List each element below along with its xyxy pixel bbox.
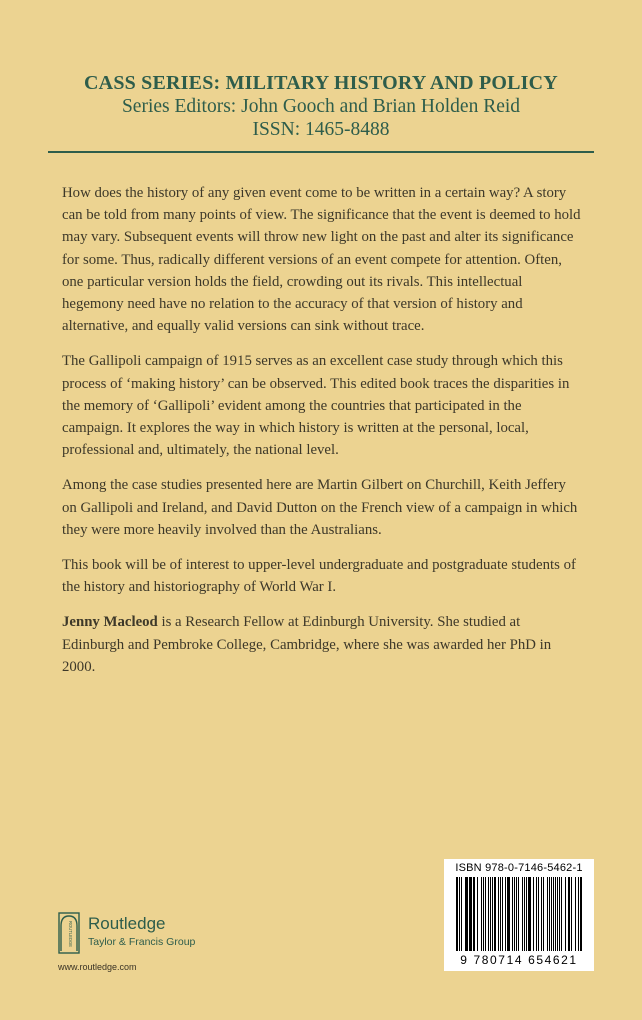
publisher-group: Taylor & Francis Group (88, 936, 196, 948)
series-header (0, 72, 642, 141)
barcode-bar (561, 877, 562, 951)
barcode-bar (575, 877, 576, 951)
barcode-bar (549, 877, 550, 951)
barcode-bar (481, 877, 482, 951)
barcode-bar (538, 877, 539, 951)
barcode-bar (483, 877, 484, 951)
barcode-bar (526, 877, 527, 951)
barcode-bar (502, 877, 503, 951)
barcode-bar (490, 877, 491, 951)
barcode-bar (505, 877, 506, 951)
barcode-bar (528, 877, 531, 951)
barcode-bar (469, 877, 472, 951)
barcode-bar (500, 877, 501, 951)
barcode-bar (494, 877, 496, 951)
barcode-bar (536, 877, 537, 951)
isbn-barcode (444, 859, 594, 971)
barcode-bar (488, 877, 489, 951)
barcode-bar (559, 877, 560, 951)
author-bio (62, 611, 582, 678)
series-editors: Series Editors: John Gooch and Brian Holden Reid (121, 96, 521, 117)
publisher-name: Routledge (88, 914, 166, 933)
barcode-bar (580, 877, 582, 951)
barcode-bar (477, 877, 478, 951)
barcode-bar (516, 877, 517, 951)
author-name: Jenny Macleod (62, 614, 158, 631)
barcode-bar (571, 877, 572, 951)
blurb-paragraph: This book will be of interest to upper-level undergraduate and postgraduate students of the history and historiography of World War I. (62, 557, 576, 596)
barcode-bar (541, 877, 542, 951)
blurb-paragraph: How does the history of any given event come to be written in a certain way? A story can be told from many points of view. The significance that the event is deemed to hold may vary. Subsequent events will throw new light on the past and alter its significance for some. Thus, radically different versions of an event compete for attention. Often, one particular version holds the field, crowding out its rivals. This intellectual hegemony need have no relation to the accuracy of that version of history and alternative, and equally valid versions can sink without trace. (62, 185, 581, 335)
barcode-bar (512, 877, 513, 951)
isbn-digits: 9 780714 654621 (460, 953, 578, 967)
isbn-label: ISBN 978-0-7146-5462-1 (455, 862, 583, 874)
barcode-bar (461, 877, 462, 951)
blurb-paragraph: Among the case studies presented here are Martin Gilbert on Churchill, Keith Jeffery on Gallipoli and Ireland, and David Dutton on the French view of a campaign in which they were more heavily involved than the Australians. (62, 477, 578, 538)
routledge-logo-icon (58, 912, 80, 954)
author-bio-text: is a Research Fellow at Edinburgh University. She studied at Edinburgh and Pembroke College, Cambridge, where she was awarded her PhD in 2000. (62, 614, 552, 675)
barcode-bar (518, 877, 519, 951)
barcode-bar (473, 877, 475, 951)
barcode-bar (492, 877, 493, 951)
barcode-bar (485, 877, 486, 951)
barcode-bar (578, 877, 579, 951)
blurb-paragraph: The Gallipoli campaign of 1915 serves as an excellent case study through which this process of ‘making history’ can be observed. This edited book traces the disparities in the memory of ‘Gallipoli’ evident among the countries that participated in the campaign. It explores the way in which history is written at the personal, local, professional and, ultimately, the national level. (62, 353, 570, 459)
barcode-bar (465, 877, 468, 951)
barcode-bar (524, 877, 525, 951)
series-title: CASS SERIES: MILITARY HISTORY AND POLICY (84, 72, 558, 94)
barcode-bar (498, 877, 499, 951)
barcode-icon (452, 877, 586, 953)
barcode-bar (459, 877, 460, 951)
barcode-bar (547, 877, 548, 951)
barcode-bar (565, 877, 566, 951)
barcode-bar (522, 877, 523, 951)
header-divider (48, 151, 594, 153)
barcode-bar (533, 877, 534, 951)
barcode-bar (557, 877, 558, 951)
barcode-bar (514, 877, 515, 951)
barcode-bar (555, 877, 556, 951)
barcode-bar (543, 877, 544, 951)
logo-wordmark: ROUTLEDGE (68, 920, 73, 948)
blurb (62, 182, 582, 691)
barcode-bar (507, 877, 510, 951)
barcode-bar (568, 877, 570, 951)
barcode-bar (456, 877, 458, 951)
barcode-bar (551, 877, 552, 951)
barcode-bar (553, 877, 554, 951)
publisher-url: www.routledge.com (58, 962, 137, 972)
series-issn: ISSN: 1465-8488 (252, 119, 390, 140)
